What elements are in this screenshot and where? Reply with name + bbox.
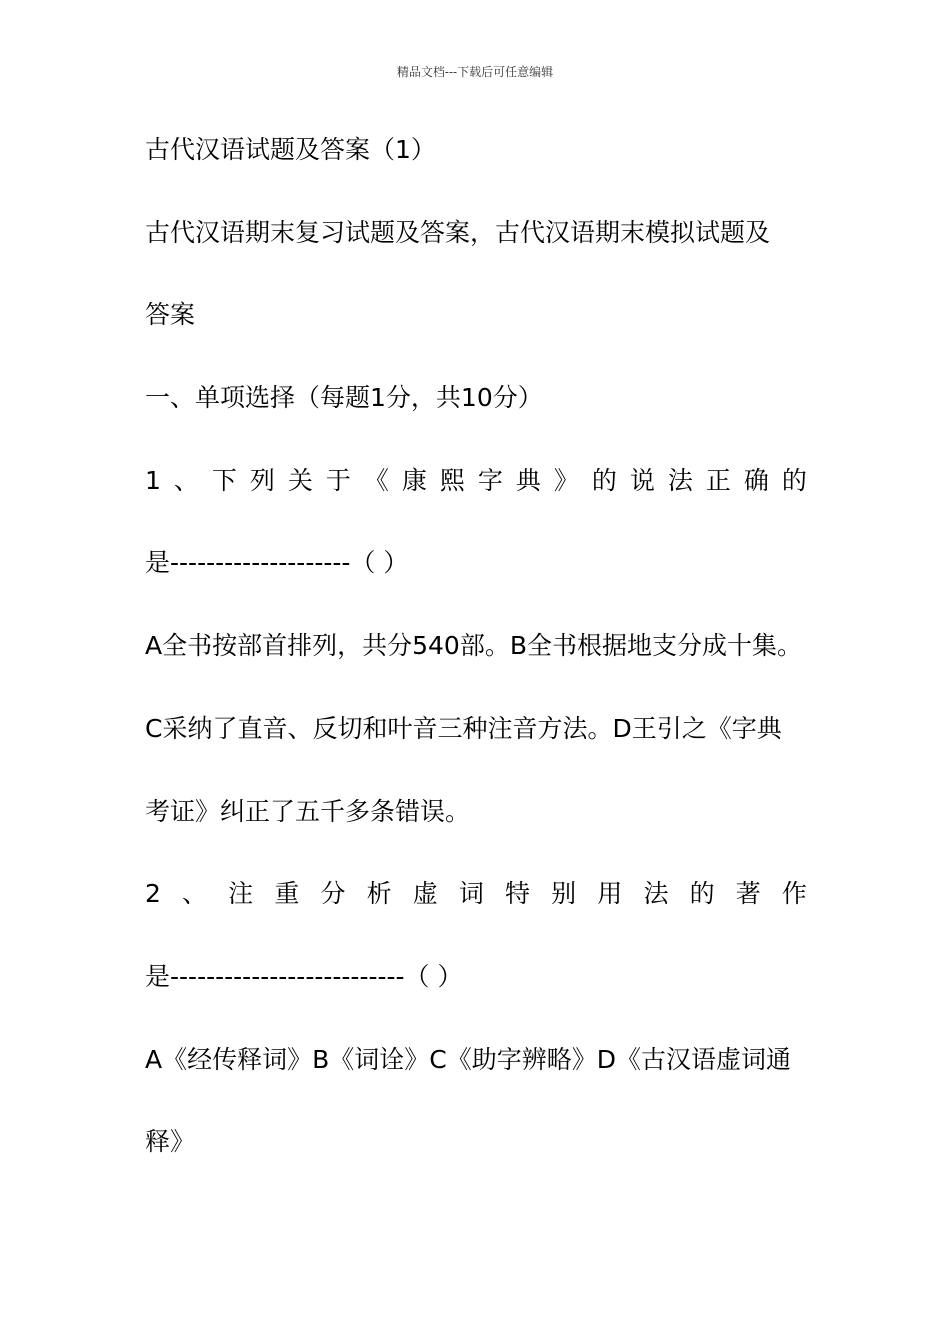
prompt-char: 1 [145, 465, 161, 495]
prompt-char: 于 [325, 465, 351, 495]
prompt-char: 特 [505, 879, 531, 909]
prompt-char: 分 [320, 879, 346, 909]
question-2-options-line-1: A《经传释词》B《词诠》C《助字辨略》D《古汉语虚词通 [145, 1044, 791, 1074]
prompt-char: 的 [689, 879, 715, 909]
prompt-char: 词 [458, 879, 484, 909]
prompt-char: 字 [477, 465, 503, 495]
prompt-char: 正 [705, 465, 731, 495]
question-1-options-line-3: 考证》纠正了五千多条错误。 [145, 796, 471, 826]
question-1-options-line-1: A全书按部首排列，共分540部。B全书根据地支分成十集。 [145, 631, 802, 661]
question-1-prompt [145, 453, 807, 536]
document-body [145, 122, 807, 1197]
prompt-char: 析 [366, 879, 392, 909]
section-heading: 一、单项选择（每题1分，共10分） [145, 383, 543, 413]
prompt-char: 下 [211, 465, 237, 495]
question-1-options-line-2: C采纳了直音、反切和叶音三种注音方法。D王引之《字典 [145, 713, 782, 743]
prompt-char: 的 [781, 465, 807, 495]
document-subtitle-line-1: 古代汉语期末复习试题及答案，古代汉语期末模拟试题及 [145, 217, 771, 247]
prompt-char: 著 [735, 879, 761, 909]
prompt-char: 、 [173, 465, 199, 495]
prompt-char: 别 [551, 879, 577, 909]
prompt-char: 法 [643, 879, 669, 909]
prompt-char: 说 [629, 465, 655, 495]
question-2-options-line-2: 释》 [145, 1127, 196, 1157]
prompt-char: 法 [667, 465, 693, 495]
prompt-char: 关 [287, 465, 313, 495]
question-2-prompt [145, 866, 807, 949]
prompt-char: 确 [743, 465, 769, 495]
prompt-char: 、 [182, 879, 208, 909]
prompt-char: 作 [781, 879, 807, 909]
prompt-char: 康 [401, 465, 427, 495]
prompt-char: 熙 [439, 465, 465, 495]
question-1-stem-end: 是--------------------（ ） [145, 548, 409, 578]
prompt-char: 》 [553, 465, 579, 495]
question-2-stem-end: 是--------------------------（ ） [145, 961, 463, 991]
prompt-char: 《 [363, 465, 389, 495]
prompt-char: 重 [274, 879, 300, 909]
prompt-char: 虚 [412, 879, 438, 909]
document-subtitle-line-2: 答案 [145, 300, 196, 330]
prompt-char: 用 [597, 879, 623, 909]
document-title: 古代汉语试题及答案（1） [145, 135, 436, 164]
page-header: 精品文档---下载后可任意编辑 [396, 65, 554, 79]
prompt-char: 列 [249, 465, 275, 495]
prompt-char: 注 [228, 879, 254, 909]
prompt-char: 的 [591, 465, 617, 495]
prompt-char: 2 [145, 879, 161, 909]
prompt-char: 典 [515, 465, 541, 495]
